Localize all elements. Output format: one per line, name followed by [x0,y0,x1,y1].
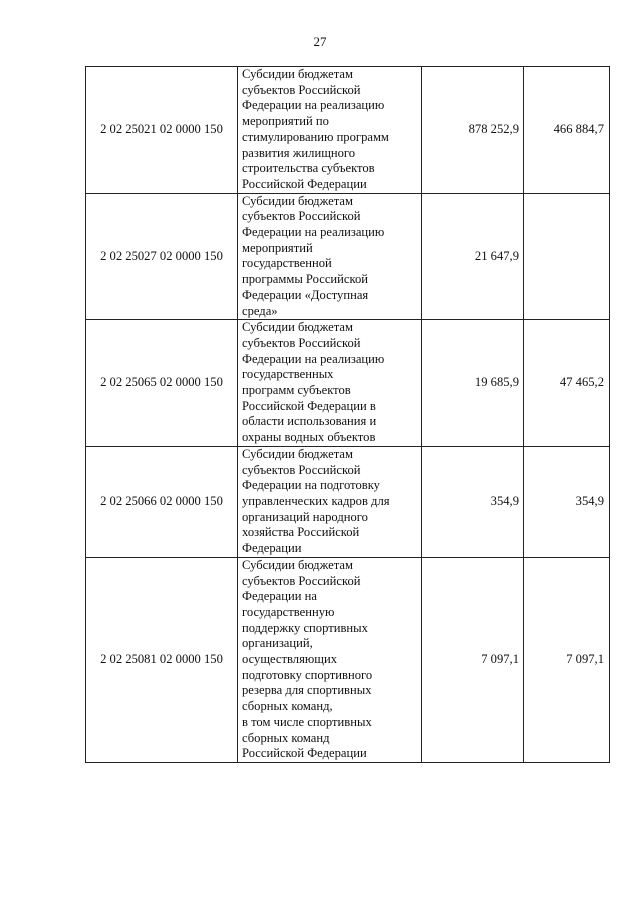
description-line: Субсидии бюджетам [242,320,353,335]
budget-code-cell: 2 02 25065 02 0000 150 [86,320,238,447]
budget-code-cell: 2 02 25027 02 0000 150 [86,193,238,320]
description-line: Федерации «Доступная [242,287,369,302]
description-line: Федерации на реализацию [242,351,385,366]
table-row [86,320,610,447]
table-row [86,446,610,557]
amount-cell-second: 47 465,2 [524,320,610,447]
table-body [86,67,610,763]
description-line: Федерации [242,541,302,556]
description-line: Федерации на реализацию [242,225,385,240]
description-line: в том числе спортивных [242,714,372,729]
description-line: организаций, [242,636,313,651]
description-line: субъектов Российской [242,82,361,97]
budget-code-cell: 2 02 25066 02 0000 150 [86,446,238,557]
description-line: резерва для спортивных [242,683,372,698]
description-line: среда» [242,303,278,318]
description-line: подготовку спортивного [242,667,373,682]
description-line: стимулированию программ [242,129,389,144]
amount-cell-first: 19 685,9 [422,320,524,447]
description-line: программ субъектов [242,383,351,398]
description-cell [238,557,422,762]
description-line: хозяйства Российской [242,525,360,540]
description-cell [238,193,422,320]
amount-cell-first: 21 647,9 [422,193,524,320]
description-line: Российской Федерации [242,746,367,761]
amount-cell-first: 878 252,9 [422,67,524,194]
description-line: государственную [242,604,335,619]
description-line: Субсидии бюджетам [242,446,353,461]
description-line: Российской Федерации в [242,398,376,413]
table-row [86,67,610,194]
description-line: управленческих кадров для [242,493,390,508]
description-line: Субсидии бюджетам [242,193,353,208]
description-line: области использования и [242,414,377,429]
budget-table [85,66,610,763]
description-line: мероприятий [242,240,313,255]
description-cell [238,446,422,557]
budget-code-cell: 2 02 25021 02 0000 150 [86,67,238,194]
amount-cell-second [524,193,610,320]
amount-cell-second: 7 097,1 [524,557,610,762]
description-line: мероприятий по [242,114,329,129]
amount-cell-first: 7 097,1 [422,557,524,762]
description-line: осуществляющих [242,652,338,667]
description-line: Федерации на [242,589,317,604]
budget-code-cell: 2 02 25081 02 0000 150 [86,557,238,762]
table-row [86,193,610,320]
description-line: субъектов Российской [242,573,361,588]
description-line: развития жилищного [242,145,356,160]
description-line: сборных команд [242,730,330,745]
description-line: субъектов Российской [242,462,361,477]
description-line: организаций народного [242,509,368,524]
description-line: сборных команд, [242,699,333,714]
description-cell [238,320,422,447]
description-line: субъектов Российской [242,209,361,224]
description-line: программы Российской [242,272,368,287]
description-line: Субсидии бюджетам [242,67,353,81]
description-line: государственной [242,256,332,271]
description-line: Российской Федерации [242,176,367,191]
description-line: субъектов Российской [242,335,361,350]
description-line: строительства субъектов [242,161,375,176]
description-line: поддержку спортивных [242,620,368,635]
description-line: Субсидии бюджетам [242,557,353,572]
description-line: Федерации на реализацию [242,98,385,113]
amount-cell-first: 354,9 [422,446,524,557]
table-row [86,557,610,762]
description-line: государственных [242,367,334,382]
amount-cell-second: 354,9 [524,446,610,557]
page-number: 27 [313,34,327,49]
description-line: Федерации на подготовку [242,478,380,493]
description-cell [238,67,422,194]
description-line: охраны водных объектов [242,430,376,445]
amount-cell-second: 466 884,7 [524,67,610,194]
